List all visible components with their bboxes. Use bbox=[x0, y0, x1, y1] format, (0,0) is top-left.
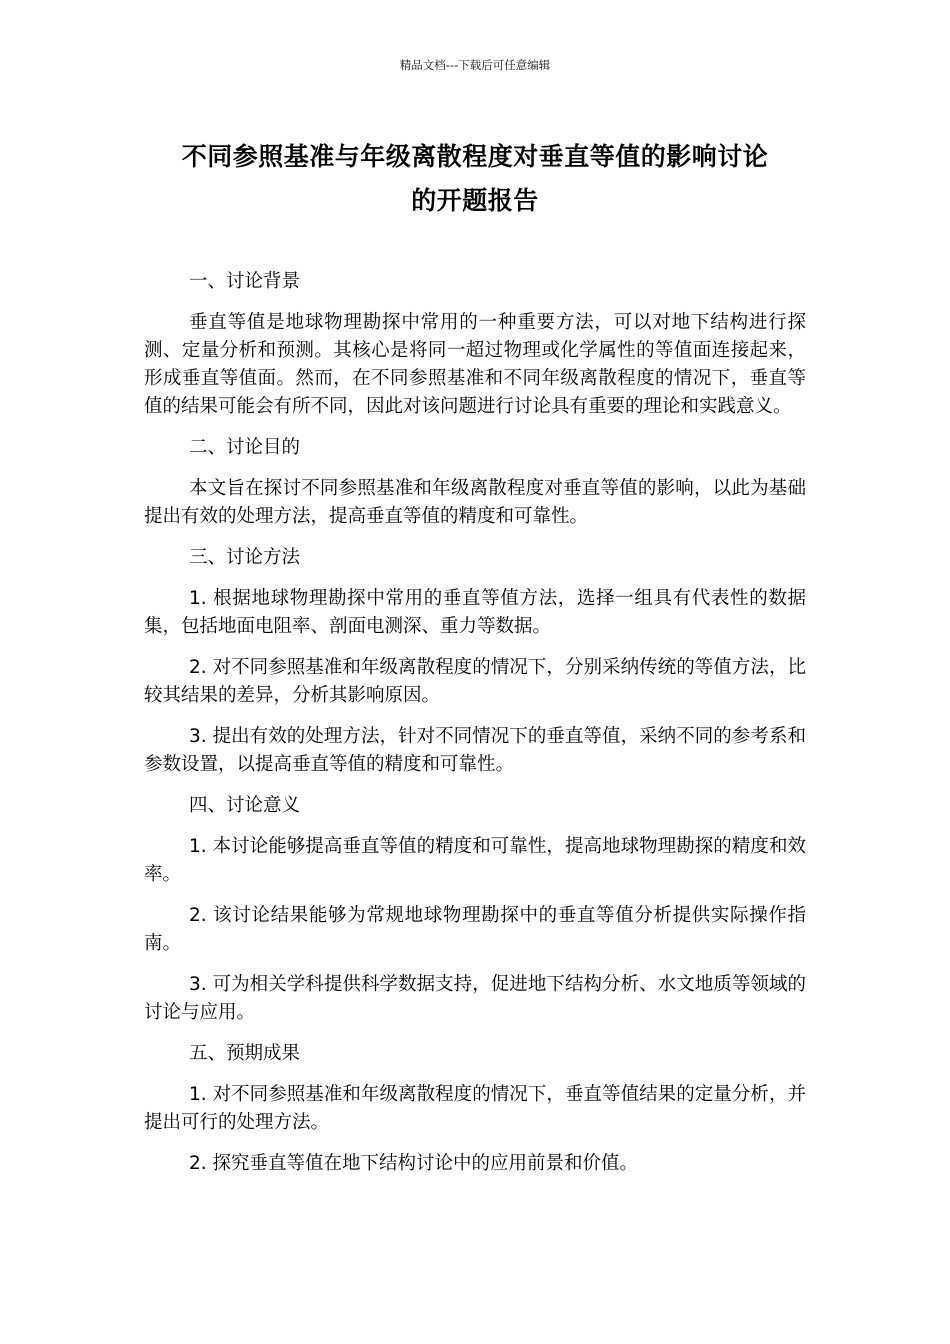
section-heading-significance: 四、讨论意义 bbox=[189, 795, 301, 816]
outcome-item-2: 2. 探究垂直等值在地下结构讨论中的应用前景和价值。 bbox=[189, 1153, 639, 1174]
document-body bbox=[144, 268, 806, 1191]
section-heading-method: 三、讨论方法 bbox=[189, 547, 301, 568]
method-item-1: 1. 根据地球物理勘探中常用的垂直等值方法，选择一组具有代表性的数据集，包括地面电阻率、剖面电测深、重力等数据。 bbox=[144, 588, 806, 637]
outcome-item-1: 1. 对不同参照基准和年级离散程度的情况下，垂直等值结果的定量分析，并提出可行的处理方法。 bbox=[144, 1084, 806, 1133]
document-title-line-2: 的开题报告 bbox=[411, 186, 539, 215]
section-heading-objective: 二、讨论目的 bbox=[189, 437, 301, 458]
significance-item-3: 3. 可为相关学科提供科学数据支持，促进地下结构分析、水文地质等领域的讨论与应用。 bbox=[144, 974, 806, 1023]
significance-item-1: 1. 本讨论能够提高垂直等值的精度和可靠性，提高地球物理勘探的精度和效率。 bbox=[144, 836, 806, 885]
paragraph-objective: 本文旨在探讨不同参照基准和年级离散程度对垂直等值的影响，以此为基础提出有效的处理方法，提高垂直等值的精度和可靠性。 bbox=[144, 478, 806, 527]
document-title bbox=[130, 135, 820, 223]
section-heading-outcomes: 五、预期成果 bbox=[189, 1043, 301, 1064]
header-note: 精品文档---下载后可任意编辑 bbox=[399, 58, 551, 72]
paragraph-background: 垂直等值是地球物理勘探中常用的一种重要方法，可以对地下结构进行探测、定量分析和预测。其核心是将同一超过物理或化学属性的等值面连接起来，形成垂直等值面。然而，在不同参照基准和不同年级离散程度的情况下，垂直等值的结果可能会有所不同，因此对该问题进行讨论具有重要的理论和实践意义。 bbox=[144, 312, 806, 417]
document-title-line-1: 不同参照基准与年级离散程度对垂直等值的影响讨论 bbox=[181, 142, 769, 171]
section-heading-background: 一、讨论背景 bbox=[189, 271, 301, 292]
significance-item-2: 2. 该讨论结果能够为常规地球物理勘探中的垂直等值分析提供实际操作指南。 bbox=[144, 905, 806, 954]
method-item-3: 3. 提出有效的处理方法，针对不同情况下的垂直等值，采纳不同的参考系和参数设置，以提高垂直等值的精度和可靠性。 bbox=[144, 726, 806, 775]
method-item-2: 2. 对不同参照基准和年级离散程度的情况下，分别采纳传统的等值方法，比较其结果的差异，分析其影响原因。 bbox=[144, 657, 806, 706]
